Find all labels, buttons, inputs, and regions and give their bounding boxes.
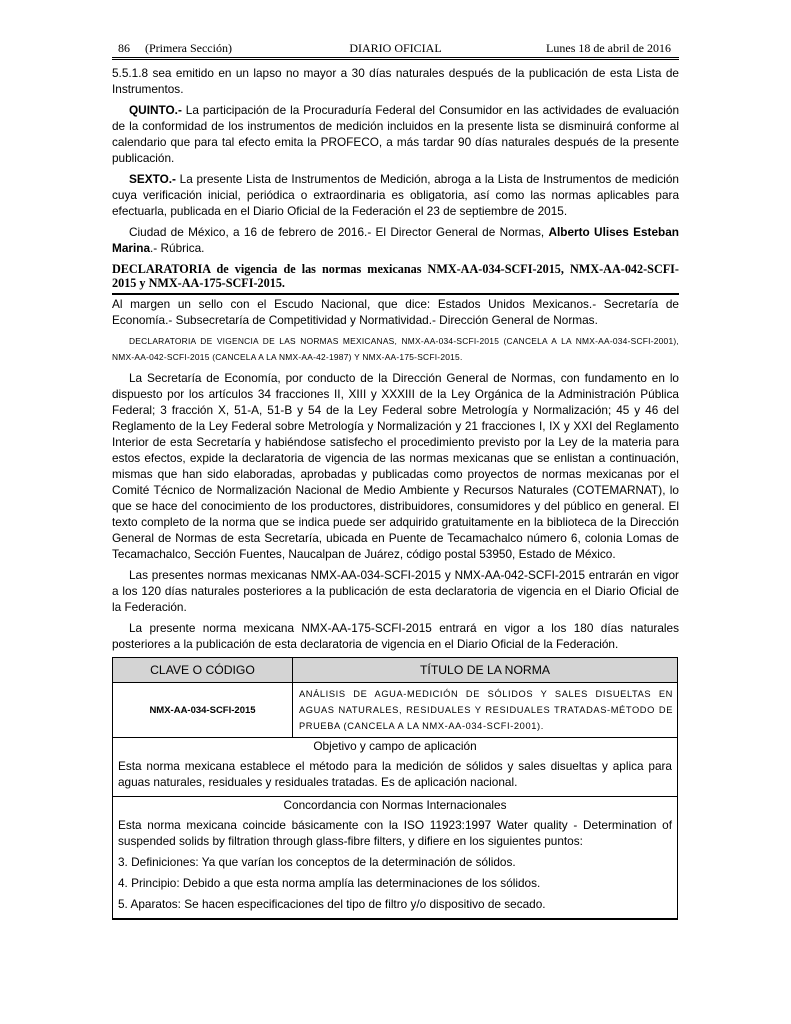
paragraph-sexto [112,171,679,219]
paragraph-quinto [112,102,679,166]
sexto-text: La presente Lista de Instrumentos de Medición, abroga a la Lista de Instrumentos de medición cuya verificación inicial, periódica o extraordinaria es obligatoria, así como las normas aplicables para efectuarla, publicada en el Diario Oficial de la Federación el 23 de septiembre de 2015. [112,172,679,218]
concordancia-row [113,797,678,919]
page-number-section: 86 (Primera Sección) [118,41,232,55]
document-page [112,38,679,920]
objetivo-cell [113,738,678,797]
objetivo-text: Esta norma mexicana establece el método para la medición de sólidos y sales disueltas y aplica para aguas naturales, residuales y residuales tratadas. Es de aplicación nacional. [118,759,672,789]
body-paragraph-1: La Secretaría de Economía, por conducto de la Dirección General de Normas, con fundamento en lo dispuesto por los artículos 34 fracciones II, XIII y XXXIII de la Ley Orgánica de la Administración Pública Federal; 3 fracción X, 51-A, 51-B y 54 de la Ley Federal sobre Metrología y Normalización; 45 y 46 del Reglamento de la Ley Federal sobre Metrología y Normalización y 21 fracciones I, IX y XXI del Reglamento Interior de esta Secretaría y habiéndose satisfecho el procedimiento previsto por la Ley de la materia para estos efectos, expide la declaratoria de vigencia de las normas mexicanas que se enlistan a continuación, mismas que han sido elaboradas, aprobadas y publicadas como proyectos de normas mexicanas por el Comité Técnico de Normalización Nacional de Medio Ambiente y Recursos Naturales (COTEMARNAT), lo que se hace del conocimiento de los productores, distribuidores, consumidores y del público en general. El texto completo de la norma que se indica puede ser adquirido gratuitamente en la biblioteca de la Dirección General de Normas de esta Secretaría, ubicada en Puente de Tecamachalco número 6, colonia Lomas de Tecamachalco, Sección Fuentes, Naucalpan de Juárez, código postal 53950, Estado de México. [112,371,679,561]
header-rule [112,57,679,60]
norm-code-cell: NMX-AA-034-SCFI-2015 [113,683,293,738]
table-bottom-rule [112,918,678,920]
objetivo-heading: Objetivo y campo de aplicación [313,739,477,753]
quinto-text: La participación de la Procuraduría Federal del Consumidor en las actividades de evaluación de la conformidad de los instrumentos de medición incluidos en la presente lista se disminuirá conforme al calendario que para tal efecto emita la PROFECO, a más tardar 90 días naturales después de la presente publicación. [112,103,679,165]
column-header-code: CLAVE O CÓDIGO [113,658,293,683]
norm-title-cell: ANÁLISIS DE AGUA-MEDICIÓN DE SÓLIDOS Y SALES DISUELTAS EN AGUAS NATURALES, RESIDUALES Y RESIDUALES TRATADAS-MÉTODO DE PRUEBA (CANCELA A LA NMX-AA-034-SCFI-2001). [293,683,678,738]
list-item: 3. Definiciones: Ya que varían los conceptos de la determinación de sólidos. [118,855,516,869]
norms-table [112,657,678,918]
title-rule [112,293,679,295]
objetivo-row [113,738,678,797]
concordancia-heading: Concordancia con Normas Internacionales [283,798,507,812]
concordancia-text: Esta norma mexicana coincide básicamente con la ISO 11923:1997 Water quality - Determination of suspended solids by filtration through glass-fibre filters, y difiere en los siguientes puntos: [118,818,672,848]
table-row [113,683,678,738]
declaratoria-title: DECLARATORIA de vigencia de las normas mexicanas NMX-AA-034-SCFI-2015, NMX-AA-042-SCFI-2015 y NMX-AA-175-SCFI-2015. [112,262,679,290]
list-item: 5. Aparatos: Se hacen especificaciones del tipo de filtro y/o dispositivo de secado. [118,897,546,911]
list-item: 4. Principio: Debido a que esta norma amplía las determinaciones de los sólidos. [118,876,541,890]
body-paragraph-2: Las presentes normas mexicanas NMX-AA-034-SCFI-2015 y NMX-AA-042-SCFI-2015 entrarán en vigor a los 120 días naturales posteriores a la publicación de esta declaratoria de vigencia en el Diario Oficial de la Federación. [112,568,679,614]
signature-place-date: Ciudad de México, a 16 de febrero de 2016.- El Director General de Normas, [129,225,549,239]
body-paragraph-3: La presente norma mexicana NMX-AA-175-SCFI-2015 entrará en vigor a los 180 días naturales posteriores a la publicación de esta declaratoria de vigencia en el Diario Oficial de la Federación. [112,621,679,651]
signature-paragraph [112,224,679,256]
column-header-title: TÍTULO DE LA NORMA [293,658,678,683]
signature-rubrica: .- Rúbrica. [150,241,205,255]
paragraph-continuation: 5.5.1.8 sea emitido en un lapso no mayor a 30 días naturales después de la publicación de esta Lista de Instrumentos. [112,66,679,96]
journal-name: DIARIO OFICIAL [349,41,442,55]
concordancia-cell [113,797,678,919]
seal-paragraph: Al margen un sello con el Escudo Nacional, que dice: Estados Unidos Mexicanos.- Secretaría de Economía.- Subsecretaría de Competitividad y Normatividad.- Dirección General de Normas. [112,297,679,327]
quinto-label: QUINTO.- [129,103,182,117]
sexto-label: SEXTO.- [129,172,176,186]
page-header [112,38,679,56]
table-header-row [113,658,678,683]
declaratoria-caps-paragraph: DECLARATORIA DE VIGENCIA DE LAS NORMAS MEXICANAS, NMX-AA-034-SCFI-2015 (CANCELA A LA NMX-AA-034-SCFI-2001), NMX-AA-042-SCFI-2015 (CANCELA A LA NMX-AA-42-1987) Y NMX-AA-175-SCFI-2015. [112,336,679,362]
issue-date: Lunes 18 de abril de 2016 [546,41,671,55]
signer-name: Alberto Ulises Esteban Marina [112,225,679,255]
